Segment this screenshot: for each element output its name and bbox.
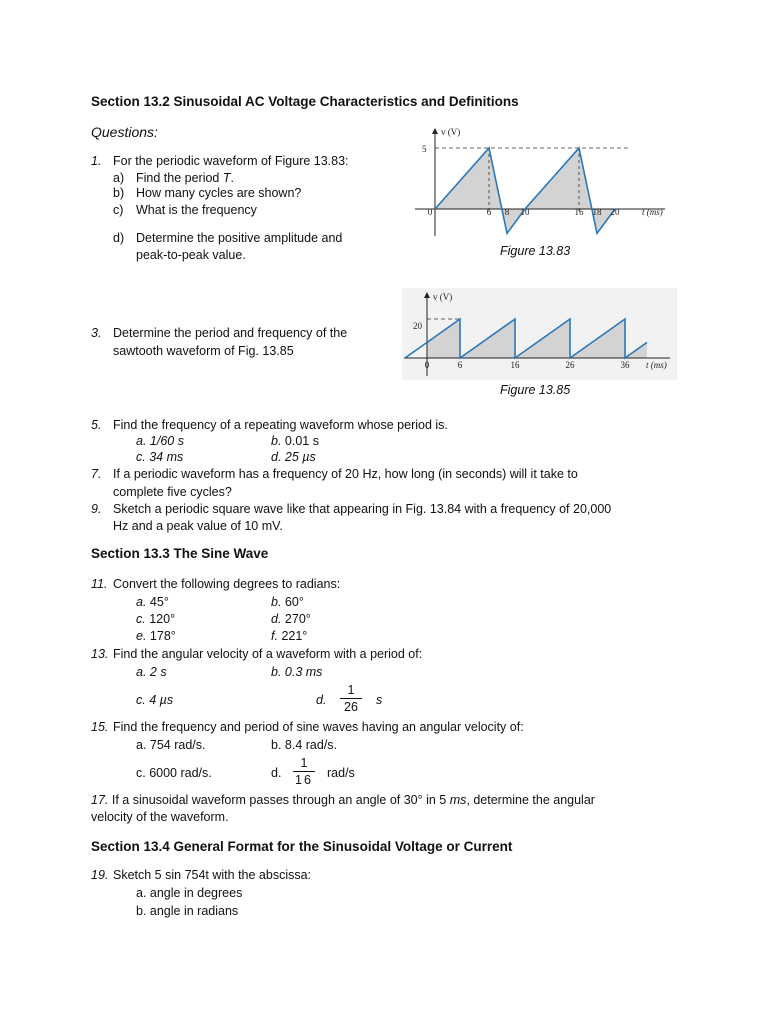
q1d-text-line1: Determine the positive amplitude and	[136, 231, 343, 245]
q7-text-line1: If a periodic waveform has a frequency of 20 Hz, how long (in seconds) will it take to	[113, 467, 578, 481]
q1-number: 1.	[91, 154, 102, 168]
q13b: b. 0.3 ms	[271, 665, 323, 679]
q1a-label: a)	[113, 171, 125, 185]
q13d-numerator: 1	[347, 683, 355, 697]
q15-text: Find the frequency and period of sine waves having an angular velocity of:	[113, 720, 524, 734]
q15b: b. 8.4 rad/s.	[271, 738, 338, 752]
q13-number: 13.	[91, 647, 109, 661]
q1-text: For the periodic waveform of Figure 13.83:	[113, 154, 349, 168]
q11-number: 11.	[91, 577, 108, 591]
fig85-tick-0: 0	[424, 360, 430, 370]
q11d: d. 270°	[271, 612, 311, 626]
fig85-ylabel: v (V)	[433, 292, 453, 302]
q9-text-line2: Hz and a peak value of 10 mV.	[113, 519, 283, 533]
q15d-denominator: 16	[295, 773, 313, 787]
q9-text-line1: Sketch a periodic square wave like that appearing in Fig. 13.84 with a frequency of 20,000	[113, 502, 612, 516]
q19a: a. angle in degrees	[136, 886, 243, 900]
fig83-tick-10: 10	[520, 207, 530, 217]
q19-number: 19.	[91, 868, 109, 882]
q5-number: 5.	[91, 418, 102, 432]
fraction-bar	[340, 698, 362, 699]
section-13-4-title: Section 13.4 General Format for the Sinusoidal Voltage or Current	[91, 839, 513, 854]
q3-text-line1: Determine the period and frequency of the	[113, 326, 348, 340]
section-13-3-title: Section 13.3 The Sine Wave	[91, 546, 269, 561]
q11c: c. 120°	[136, 612, 176, 626]
q9-number: 9.	[91, 502, 102, 516]
fig85-xlabel: t (ms)	[646, 360, 667, 370]
q11-text: Convert the following degrees to radians:	[113, 577, 341, 591]
q13d-unit: s	[376, 693, 383, 707]
q11f: f. 221°	[271, 629, 308, 643]
fig85-tick-26: 26	[565, 360, 575, 370]
questions-label: Questions:	[91, 124, 158, 140]
q19-text: Sketch 5 sin 754t with the abscissa:	[113, 868, 312, 882]
q13c: c. 4 µs	[136, 693, 174, 707]
q15-number: 15.	[91, 720, 109, 734]
q5d: d. 25 µs	[271, 450, 316, 464]
q17-line1: 17. If a sinusoidal waveform passes through an angle of 30° in 5 ms, determine the angular	[91, 793, 595, 807]
figure-13-85	[402, 288, 677, 380]
q13d-fraction	[340, 683, 362, 714]
q11b: b. 60°	[271, 595, 304, 609]
q13d-denominator: 26	[344, 700, 358, 714]
q1c-text: What is the frequency	[136, 203, 257, 217]
q5c: c. 34 ms	[136, 450, 184, 464]
q15a: a. 754 rad/s.	[136, 738, 206, 752]
fig83-axis-arrow	[432, 128, 438, 134]
q5a: a. 1/60 s	[136, 434, 184, 448]
fig83-ylabel: v (V)	[441, 127, 461, 137]
fig85-tick-36: 36	[620, 360, 630, 370]
fig83-tick-18: 18	[592, 207, 602, 217]
fig83-tick-8: 8	[504, 207, 510, 217]
fig83-peak-label: 5	[422, 144, 427, 154]
fraction-bar	[293, 771, 315, 772]
q1d-label: d)	[113, 231, 125, 245]
q15d-numerator: 1	[300, 756, 308, 770]
q13d-label: d.	[316, 693, 327, 707]
fig83-tick-6: 6	[486, 207, 492, 217]
fig83-xlabel: t (ms)	[642, 207, 663, 217]
fig83-tick-0: 0	[427, 207, 433, 217]
q1d-text-line2: peak-to-peak value.	[136, 248, 246, 262]
q13a: a. 2 s	[136, 665, 167, 679]
q3-number: 3.	[91, 326, 102, 340]
q11e: e. 178°	[136, 629, 176, 643]
fig83-tick-20: 20	[610, 207, 620, 217]
q15d-unit: rad/s	[327, 766, 355, 780]
q1b-label: b)	[113, 186, 125, 200]
figure-13-85-caption: Figure 13.85	[500, 383, 571, 397]
figure-13-83-caption: Figure 13.83	[500, 244, 571, 258]
q17-line2: velocity of the waveform.	[91, 810, 229, 824]
q11a: a. 45°	[136, 595, 169, 609]
q15d-label: d.	[271, 766, 282, 780]
q1a-text: Find the period T.	[136, 171, 234, 185]
section-13-2-title: Section 13.2 Sinusoidal AC Voltage Characteristics and Definitions	[91, 94, 519, 109]
q15c: c. 6000 rad/s.	[136, 766, 212, 780]
q7-text-line2: complete five cycles?	[113, 485, 232, 499]
q1b-text: How many cycles are shown?	[136, 186, 302, 200]
q7-number: 7.	[91, 467, 102, 481]
q13-text: Find the angular velocity of a waveform with a period of:	[113, 647, 423, 661]
q3-text-line2: sawtooth waveform of Fig. 13.85	[113, 344, 294, 358]
fig85-tick-6: 6	[457, 360, 463, 370]
figure-13-83	[405, 124, 670, 239]
q5-text: Find the frequency of a repeating waveform whose period is.	[113, 418, 448, 432]
q5b: b. 0.01 s	[271, 434, 319, 448]
fig85-peak-label: 20	[413, 321, 422, 331]
q1c-label: c)	[113, 203, 124, 217]
fig85-tick-16: 16	[510, 360, 520, 370]
q19b: b. angle in radians	[136, 904, 239, 918]
fig83-tick-16: 16	[574, 207, 584, 217]
q15d-fraction	[293, 756, 315, 787]
